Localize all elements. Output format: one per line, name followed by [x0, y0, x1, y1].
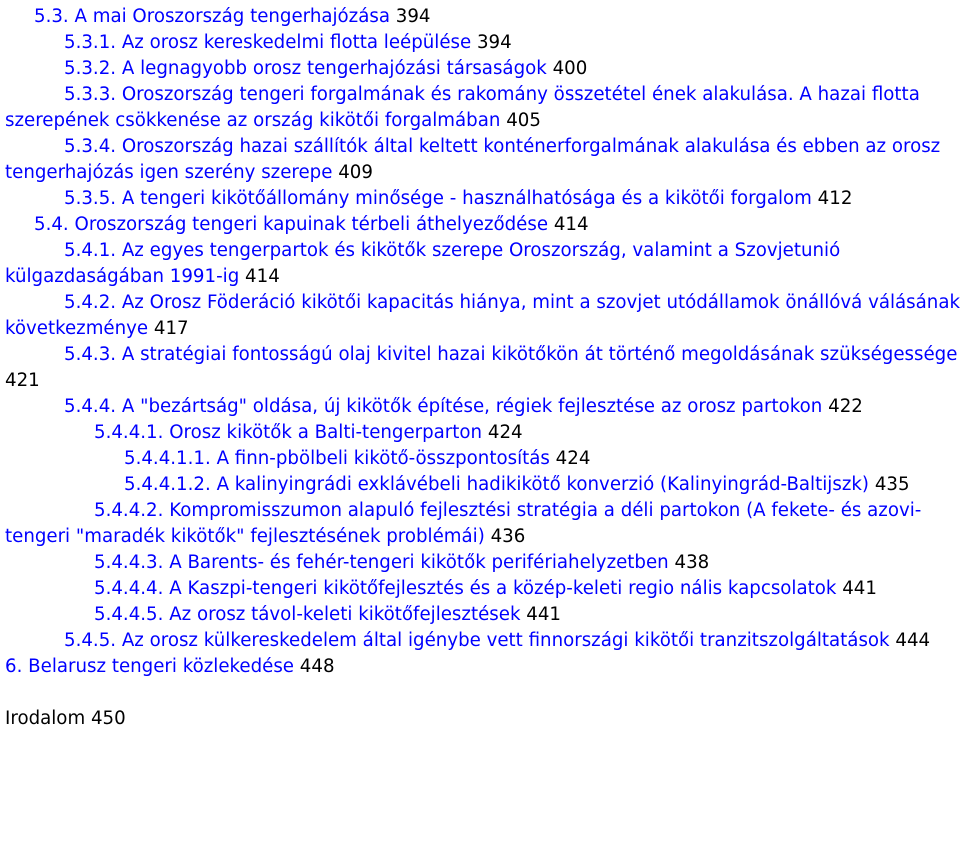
toc-entry[interactable]: [5, 628, 960, 654]
toc-entry-title[interactable]: Az egyes tengerpartok és kikötők szerepe Oroszország, valamint a Szovjetunió külgazdaságában 1991-ig: [5, 240, 841, 287]
toc-entry-number[interactable]: 5.4.5.: [64, 630, 117, 651]
toc-entry-title[interactable]: Az orosz kereskedelmi flotta leépülése: [121, 32, 472, 53]
toc-entry[interactable]: [5, 4, 960, 30]
table-of-contents: [5, 4, 960, 732]
toc-entry-number[interactable]: 5.4.: [34, 214, 69, 235]
toc-entry-title[interactable]: Orosz kikötők a Balti-tengerparton: [169, 422, 483, 443]
toc-entry-page: 450: [90, 708, 126, 729]
toc-entry-number[interactable]: 5.4.3.: [64, 344, 117, 365]
toc-entry[interactable]: [5, 446, 960, 472]
toc-entry-number[interactable]: 5.4.4.1.1.: [124, 448, 211, 469]
toc-entry[interactable]: [5, 342, 960, 394]
toc-entry-number[interactable]: 5.4.4.2.: [94, 500, 164, 521]
toc-entry-number[interactable]: 5.3.1.: [64, 32, 117, 53]
toc-entry[interactable]: [5, 420, 960, 446]
toc-entry-page: 435: [874, 474, 910, 495]
toc-entry-title[interactable]: Oroszország tengeri forgalmának és rakomány összetétel ének alakulása. A hazai flotta szerepének csökkenése az ország kikötői forgalmában: [5, 84, 920, 131]
toc-entry-title[interactable]: A legnagyobb orosz tengerhajózási társaságok: [121, 58, 547, 79]
spacer: [5, 680, 960, 706]
toc-entry-title: Irodalom: [5, 708, 86, 729]
toc-entry-bibliography: [5, 706, 960, 732]
toc-entry[interactable]: [5, 394, 960, 420]
toc-entry[interactable]: [5, 472, 960, 498]
toc-entry-number[interactable]: 5.3.5.: [64, 188, 117, 209]
toc-entry-title[interactable]: A finn-pbölbeli kikötő-összpontosítás: [216, 448, 550, 469]
toc-entry-number[interactable]: 5.4.1.: [64, 240, 117, 261]
toc-entry-title[interactable]: A "bezártság" oldása, új kikötők építése, régiek fejlesztése az orosz partokon: [121, 396, 823, 417]
toc-entry[interactable]: [5, 82, 960, 134]
toc-entry-page: 448: [299, 656, 335, 677]
toc-entry-number[interactable]: 5.4.4.3.: [94, 552, 164, 573]
toc-entry-title[interactable]: A stratégiai fontosságú olaj kivitel hazai kikötőkön át történő megoldásának szükségessége: [121, 344, 958, 365]
toc-entry-page: 414: [245, 266, 280, 287]
toc-entry-title[interactable]: Az Orosz Föderáció kikötői kapacitás hiánya, mint a szovjet utódállamok önállóvá válásának következménye: [5, 292, 960, 339]
toc-entry[interactable]: [5, 290, 960, 342]
toc-entry-number[interactable]: 5.4.4.4.: [94, 578, 164, 599]
toc-entry-number[interactable]: 5.4.4.5.: [94, 604, 164, 625]
toc-entry-title[interactable]: Kompromisszumon alapuló fejlesztési stratégia a déli partokon (A fekete- és azovi-tengeri "maradék kikötők" fejlesztésének problémái): [5, 500, 922, 547]
toc-entry[interactable]: [5, 498, 960, 550]
toc-entry-number[interactable]: 5.3.2.: [64, 58, 117, 79]
toc-entry-title[interactable]: A kalinyingrádi exklávébeli hadikikötő konverzió (Kalinyingrád-Baltijszk): [216, 474, 870, 495]
toc-entry-page: 424: [487, 422, 523, 443]
toc-entry-page: 436: [490, 526, 526, 547]
toc-entry-title[interactable]: Belarusz tengeri közlekedése: [28, 656, 294, 677]
toc-entry-number[interactable]: 5.4.2.: [64, 292, 117, 313]
toc-entry-page: 394: [395, 6, 431, 27]
toc-entry-page: 405: [506, 110, 541, 131]
toc-entry-page: 424: [555, 448, 591, 469]
toc-entry[interactable]: [5, 576, 960, 602]
toc-entry-title[interactable]: Oroszország tengeri kapuinak térbeli áthelyeződése: [74, 214, 549, 235]
toc-entry-title[interactable]: A tengeri kikötőállomány minősége - használhatósága és a kikötői forgalom: [121, 188, 812, 209]
toc-entry-title[interactable]: A mai Oroszország tengerhajózása: [74, 6, 390, 27]
toc-entry-page: 394: [476, 32, 512, 53]
toc-entry[interactable]: [5, 212, 960, 238]
toc-entry-page: 444: [895, 630, 931, 651]
toc-entry-page: 441: [526, 604, 561, 625]
toc-entry[interactable]: [5, 56, 960, 82]
toc-entry-title[interactable]: Az orosz külkereskedelem által igénybe vett finnországi kikötői tranzitszolgáltatások: [121, 630, 890, 651]
toc-entry-page: 412: [817, 188, 853, 209]
toc-entry[interactable]: [5, 134, 960, 186]
toc-entry-page: 438: [674, 552, 710, 573]
toc-entry-number[interactable]: 5.4.4.: [64, 396, 117, 417]
toc-entry-number[interactable]: 6.: [5, 656, 23, 677]
toc-entry-page: 422: [828, 396, 863, 417]
toc-entry[interactable]: [5, 238, 960, 290]
toc-entry-number[interactable]: 5.3.4.: [64, 136, 117, 157]
toc-entry[interactable]: [5, 30, 960, 56]
toc-entry-page: 409: [338, 162, 373, 183]
toc-entry[interactable]: [5, 550, 960, 576]
toc-entry-page: 400: [552, 58, 588, 79]
toc-entry-page: 441: [842, 578, 877, 599]
toc-entry-title[interactable]: A Barents- és fehér-tengeri kikötők perifériahelyzetben: [169, 552, 669, 573]
toc-entry-page: 421: [5, 370, 40, 391]
toc-entry-number[interactable]: 5.3.3.: [64, 84, 117, 105]
toc-entry[interactable]: [5, 602, 960, 628]
toc-entry-number[interactable]: 5.3.: [34, 6, 69, 27]
toc-entry[interactable]: [5, 186, 960, 212]
toc-entry-number[interactable]: 5.4.4.1.2.: [124, 474, 211, 495]
toc-entry-title[interactable]: Oroszország hazai szállítók által keltett konténerforgalmának alakulása és ebben az orosz tengerhajózás igen szerény szerepe: [5, 136, 941, 183]
toc-entry-page: 417: [153, 318, 189, 339]
toc-entry-title[interactable]: Az orosz távol-keleti kikötőfejlesztések: [169, 604, 521, 625]
toc-entry-page: 414: [553, 214, 589, 235]
toc-entry-title[interactable]: A Kaszpi-tengeri kikötőfejlesztés és a közép-keleti regio nális kapcsolatok: [169, 578, 837, 599]
toc-entry[interactable]: [5, 654, 960, 680]
toc-entry-number[interactable]: 5.4.4.1.: [94, 422, 164, 443]
